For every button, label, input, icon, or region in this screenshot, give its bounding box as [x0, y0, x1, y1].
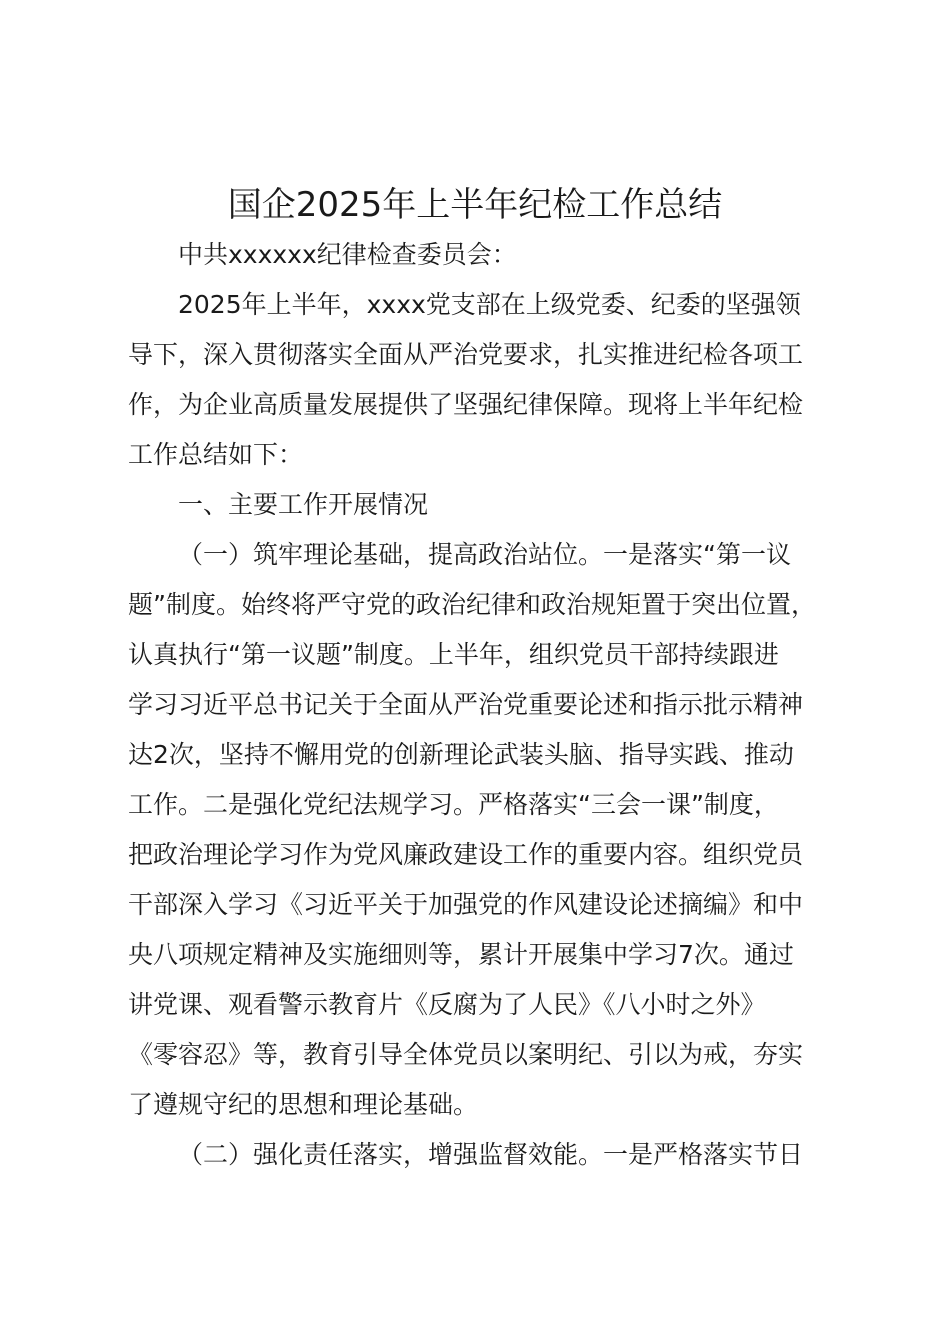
- paragraph-line: 题”制度。始终将严守党的政治纪律和政治规矩置于突出位置，: [128, 590, 816, 619]
- paragraph-line: 了遵规守纪的思想和理论基础。: [128, 1090, 479, 1119]
- document-title: 国企2025年上半年纪检工作总结: [227, 185, 723, 225]
- paragraph-line: 把政治理论学习作为党风廉政建设工作的重要内容。组织党员: [128, 840, 804, 869]
- paragraph-line: 工作总结如下：: [128, 440, 304, 469]
- paragraph-line: 达2次，坚持不懈用党的创新理论武装头脑、指导实践、推动: [128, 740, 794, 769]
- subsection-heading-line: （二）强化责任落实，增强监督效能。一是严格落实节日: [178, 1140, 804, 1169]
- paragraph-line: （一）筑牢理论基础，提高政治站位。一是落实“第一议: [178, 540, 791, 569]
- salutation-line: 中共xxxxxx纪律检查委员会：: [178, 240, 517, 269]
- paragraph-line: 干部深入学习《习近平关于加强党的作风建设论述摘编》和中: [128, 890, 804, 919]
- paragraph-line: 工作。二是强化党纪法规学习。严格落实“三会一课”制度，: [128, 790, 779, 819]
- paragraph-line: 认真执行“第一议题”制度。上半年，组织党员干部持续跟进: [128, 640, 779, 669]
- paragraph-line: 导下，深入贯彻落实全面从严治党要求，扎实推进纪检各项工: [128, 340, 804, 369]
- paragraph-line: 作，为企业高质量发展提供了坚强纪律保障。现将上半年纪检: [128, 390, 804, 419]
- paragraph-line: 《零容忍》等，教育引导全体党员以案明纪、引以为戒，夯实: [128, 1040, 804, 1069]
- paragraph-line: 讲党课、观看警示教育片《反腐为了人民》《八小时之外》: [128, 990, 766, 1019]
- paragraph-line: 央八项规定精神及实施细则等，累计开展集中学习7次。通过: [128, 940, 794, 969]
- paragraph-line: 2025年上半年，xxxx党支部在上级党委、纪委的坚强领: [178, 290, 801, 319]
- paragraph-line: 学习习近平总书记关于全面从严治党重要论述和指示批示精神: [128, 690, 804, 719]
- section-heading: 一、主要工作开展情况: [178, 490, 429, 519]
